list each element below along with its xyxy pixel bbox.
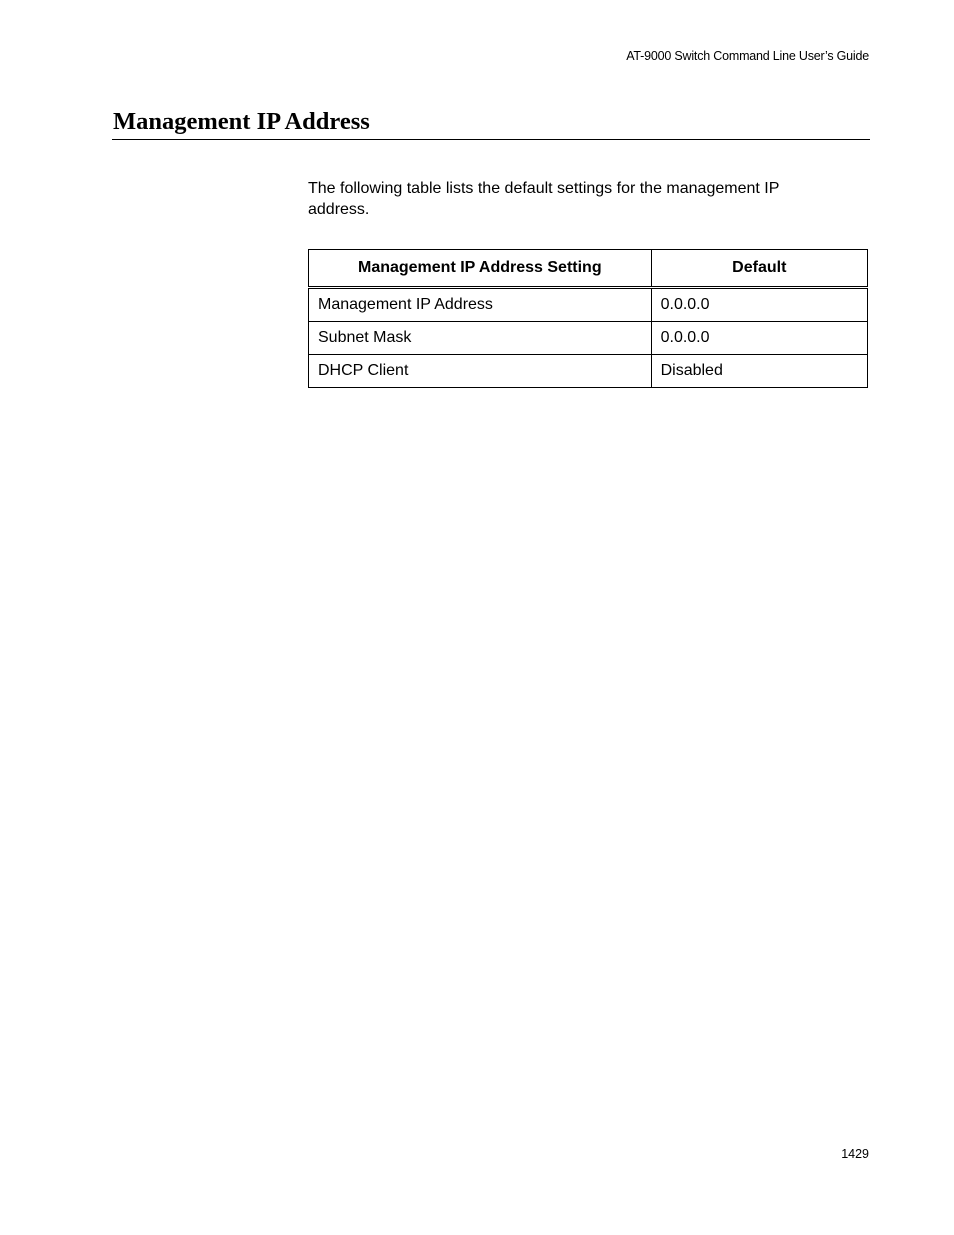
table-row	[309, 355, 868, 388]
table-row	[309, 288, 868, 322]
table-row	[309, 322, 868, 355]
default-cell: Disabled	[651, 355, 867, 388]
default-cell: 0.0.0.0	[651, 322, 867, 355]
setting-cell: Subnet Mask	[309, 322, 652, 355]
section-title: Management IP Address	[113, 108, 370, 135]
running-header: AT-9000 Switch Command Line User’s Guide	[626, 49, 869, 63]
column-header-default: Default	[651, 250, 867, 288]
intro-paragraph: The following table lists the default settings for the management IP address.	[308, 180, 780, 218]
title-divider	[112, 139, 870, 140]
default-cell: 0.0.0.0	[651, 288, 867, 322]
table-header-row	[309, 250, 868, 288]
page-number: 1429	[841, 1147, 869, 1161]
column-header-setting: Management IP Address Setting	[309, 250, 652, 288]
setting-cell: Management IP Address	[309, 288, 652, 322]
setting-cell: DHCP Client	[309, 355, 652, 388]
defaults-table	[308, 249, 868, 388]
